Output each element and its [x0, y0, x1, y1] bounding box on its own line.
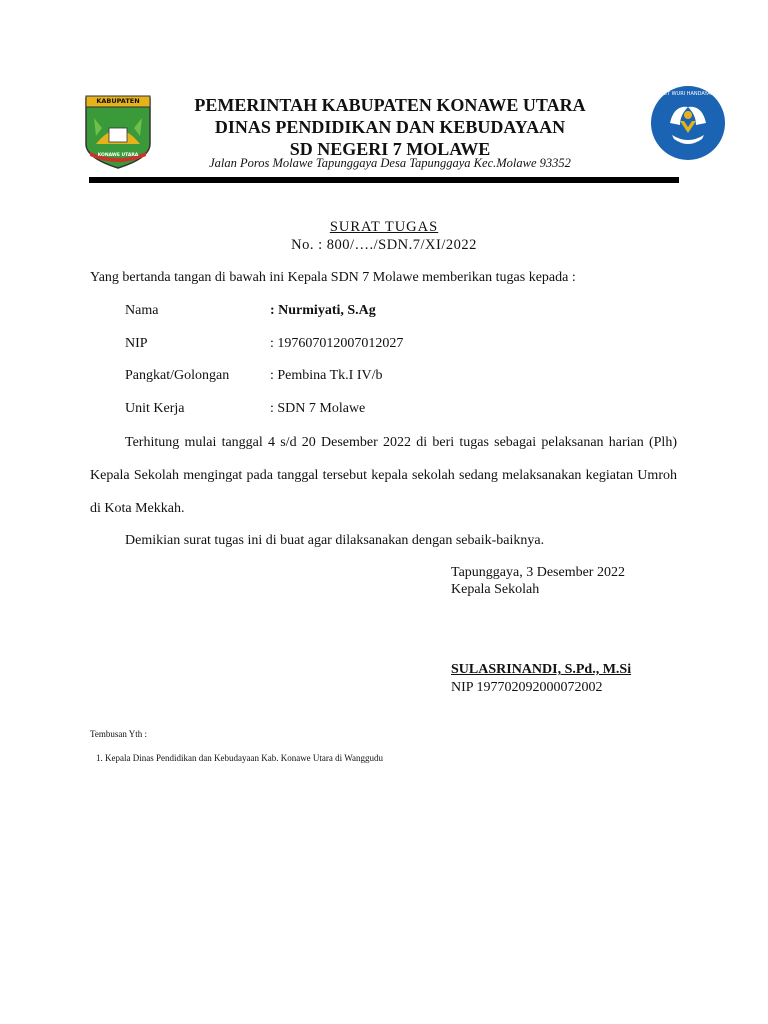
header-line-2: DINAS PENDIDIKAN DAN KEBUDAYAAN	[214, 117, 566, 137]
header-line-1: PEMERINTAH KABUPATEN KONAWE UTARA	[194, 95, 586, 115]
header-line-3: SD NEGERI 7 MOLAWE	[289, 139, 491, 159]
kabupaten-logo-text-bottom: KONAWE UTARA	[97, 153, 139, 158]
body-paragraph-2	[90, 524, 677, 557]
field-label-pangkat: Pangkat/Golongan	[125, 368, 230, 383]
signature-place-date: Tapunggaya, 3 Desember 2022	[451, 565, 625, 580]
header-divider	[89, 177, 679, 183]
tembusan-item: 1. Kepala Dinas Pendidikan dan Kebudayaan Kab. Konawe Utara di Wanggudu	[96, 753, 384, 763]
tut-wuri-handayani-logo-text: TUT WURI HANDAYANI	[660, 91, 716, 97]
field-label-nip: NIP	[125, 336, 148, 351]
field-value-unit-kerja: : SDN 7 Molawe	[270, 401, 366, 416]
header-address: Jalan Poros Molawe Tapunggaya Desa Tapunggaya Kec.Molawe 93352	[209, 156, 571, 170]
field-label-nama: Nama	[125, 303, 159, 318]
field-value-nama: : Nurmiyati, S.Ag	[270, 303, 376, 318]
field-value-nip: : 197607012007012027	[270, 336, 404, 351]
signature-name: SULASRINANDI, S.Pd., M.Si	[451, 662, 632, 677]
body-paragraph-1	[90, 426, 677, 525]
signature-nip: NIP 197702092000072002	[451, 680, 603, 695]
letter-title: SURAT TUGAS	[329, 219, 439, 235]
body-paragraph-2-text: Demikian surat tugas ini di buat agar dilaksanakan dengan sebaik-baiknya.	[125, 533, 545, 548]
field-value-pangkat: : Pembina Tk.I IV/b	[270, 368, 383, 383]
body-paragraph-1-text: Terhitung mulai tanggal 4 s/d 20 Desember 2022 di beri tugas sebagai pelaksanan harian (Plh) Kepala Sekolah mengingat pada tanggal tersebut kepala sekolah sedang melaksanakan kegiatan Umroh di Kota Mekkah.	[90, 435, 677, 516]
tembusan-heading: Tembusan Yth :	[90, 729, 148, 739]
tut-wuri-handayani-logo	[650, 85, 726, 161]
kabupaten-logo-text-top: KABUPATEN	[96, 97, 140, 105]
field-label-unit-kerja: Unit Kerja	[125, 401, 185, 416]
signature-position: Kepala Sekolah	[451, 582, 540, 597]
intro-text: Yang bertanda tangan di bawah ini Kepala SDN 7 Molawe memberikan tugas kepada :	[90, 270, 576, 285]
letter-number: No. : 800/…./SDN.7/XI/2022	[291, 237, 477, 253]
kabupaten-logo	[82, 92, 154, 170]
